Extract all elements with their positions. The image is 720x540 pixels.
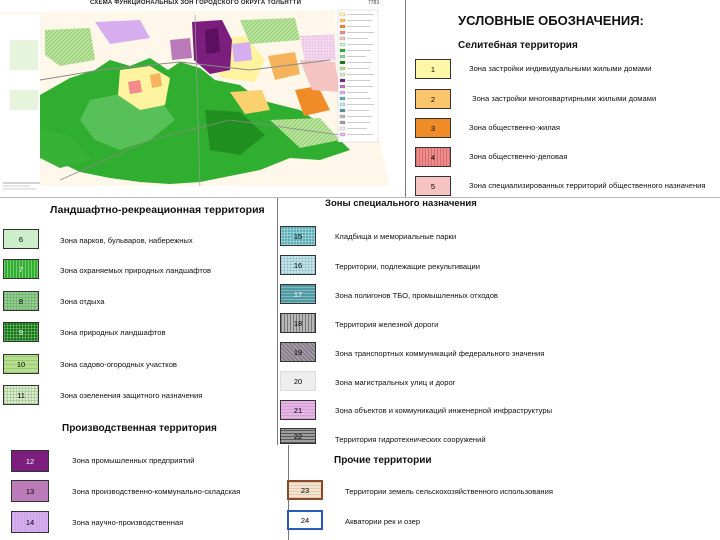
legend-number: 21	[293, 405, 303, 415]
legend-swatch-10	[3, 354, 39, 374]
legend-label-20: Зона магистральных улиц и дорог	[335, 378, 456, 387]
legend-swatch-15	[280, 226, 316, 246]
legend-label-6: Зона парков, бульваров, набережных	[60, 236, 193, 245]
section-landscape: Ландшафтно-рекреационная территория	[50, 204, 265, 216]
legend-label-7: Зона охраняемых природных ландшафтов	[60, 266, 212, 275]
legend-label-14: Зона научно-производственная	[72, 518, 184, 527]
legend-label-23: Территории земель сельскохозяйственного использования	[345, 487, 553, 496]
legend-swatch-19	[280, 342, 316, 362]
legend-number: 18	[293, 318, 303, 328]
legend-label-18: Территория железной дороги	[335, 320, 439, 329]
map-corner-text: 7783	[368, 0, 380, 6]
legend-label-17: Зона полигонов ТБО, промышленных отходов	[335, 291, 498, 300]
legend-swatch-17	[280, 284, 316, 304]
legend-swatch-7	[3, 259, 39, 279]
legend-label-10: Зона садово-огородных участков	[60, 360, 177, 369]
legend-number: 6	[18, 234, 24, 244]
legend-label-2: Зона застройки многоквартирными жилыми домами	[472, 94, 657, 103]
legend-number: 8	[18, 296, 24, 306]
section-other: Прочие территории	[334, 455, 432, 466]
legend-swatch-20	[280, 371, 316, 391]
legend-swatch-21	[280, 400, 316, 420]
legend-number: 1	[430, 64, 436, 74]
legend-number: 7	[18, 264, 24, 274]
legend-number: 23	[300, 485, 310, 495]
legend-number: 19	[293, 347, 303, 357]
divider	[405, 0, 406, 197]
legend-swatch-4	[415, 147, 451, 167]
legend-swatch-12	[11, 450, 49, 472]
legend-number: 22	[293, 431, 303, 441]
legend-number: 24	[300, 515, 310, 525]
zoning-map	[0, 0, 405, 197]
legend-swatch-3	[415, 118, 451, 138]
legend-number: 10	[16, 359, 26, 369]
legend-label-21: Зона объектов и коммуникаций инженерной инфраструктуры	[335, 406, 553, 415]
legend-swatch-22	[280, 428, 316, 444]
legend-swatch-5	[415, 176, 451, 196]
legend-number: 12	[25, 456, 35, 466]
legend-number: 14	[25, 517, 35, 527]
legend-swatch-9	[3, 322, 39, 342]
section-production: Производственная территория	[62, 423, 217, 434]
legend-number: 2	[430, 94, 436, 104]
legend-number: 13	[25, 486, 35, 496]
map-title: СХЕМА ФУНКЦИОНАЛЬНЫХ ЗОН ГОРОДСКОГО ОКРУГА ТОЛЬЯТТИ	[90, 0, 302, 6]
legend-number: 15	[293, 231, 303, 241]
divider	[277, 198, 278, 445]
legend-label-24: Акватории рек и озер	[345, 517, 421, 526]
legend-title: УСЛОВНЫЕ ОБОЗНАЧЕНИЯ:	[458, 13, 644, 28]
legend-swatch-14	[11, 511, 49, 533]
legend-label-1: Зона застройки индивидуальными жилыми домами	[469, 64, 652, 73]
map-drawing	[0, 0, 405, 197]
legend-label-15: Кладбища и мемориальные парки	[335, 232, 457, 241]
legend-swatch-24	[287, 510, 323, 530]
legend-number: 16	[293, 260, 303, 270]
legend-label-4: Зона общественно-деловая	[469, 152, 568, 161]
legend-number: 5	[430, 181, 436, 191]
legend-swatch-18	[280, 313, 316, 333]
legend-swatch-23	[287, 480, 323, 500]
legend-number: 3	[430, 123, 436, 133]
legend-label-3: Зона общественно-жилая	[469, 123, 560, 132]
legend-label-5: Зона специализированных территорий общественного назначения	[469, 181, 706, 190]
legend-label-22: Территория гидротехнических сооружений	[335, 435, 486, 444]
legend-label-16: Территории, подлежащие рекультивации	[335, 262, 480, 271]
section-special: Зоны специального назначения	[325, 198, 477, 209]
section-residential: Селитебная территория	[458, 40, 578, 51]
legend-number: 11	[17, 390, 25, 400]
legend-label-9: Зона природных ландшафтов	[60, 328, 166, 337]
legend-number: 9	[18, 327, 24, 337]
legend-swatch-8	[3, 291, 39, 311]
legend-swatch-1	[415, 59, 451, 79]
legend-label-12: Зона промышленных предприятий	[72, 456, 195, 465]
legend-swatch-6	[3, 229, 39, 249]
legend-swatch-2	[415, 89, 451, 109]
legend-label-19: Зона транспортных коммуникаций федерального значения	[335, 349, 545, 358]
legend-number: 17	[293, 289, 303, 299]
legend-number: 4	[430, 152, 436, 162]
legend-swatch-11	[3, 385, 39, 405]
legend-swatch-16	[280, 255, 316, 275]
legend-label-11: Зона озеленения защитного назначения	[60, 391, 203, 400]
legend-swatch-13	[11, 480, 49, 502]
legend-label-8: Зона отдыха	[60, 297, 105, 306]
legend-number: 20	[293, 376, 303, 386]
legend-label-13: Зона производственно-коммунально-складская	[72, 487, 241, 496]
